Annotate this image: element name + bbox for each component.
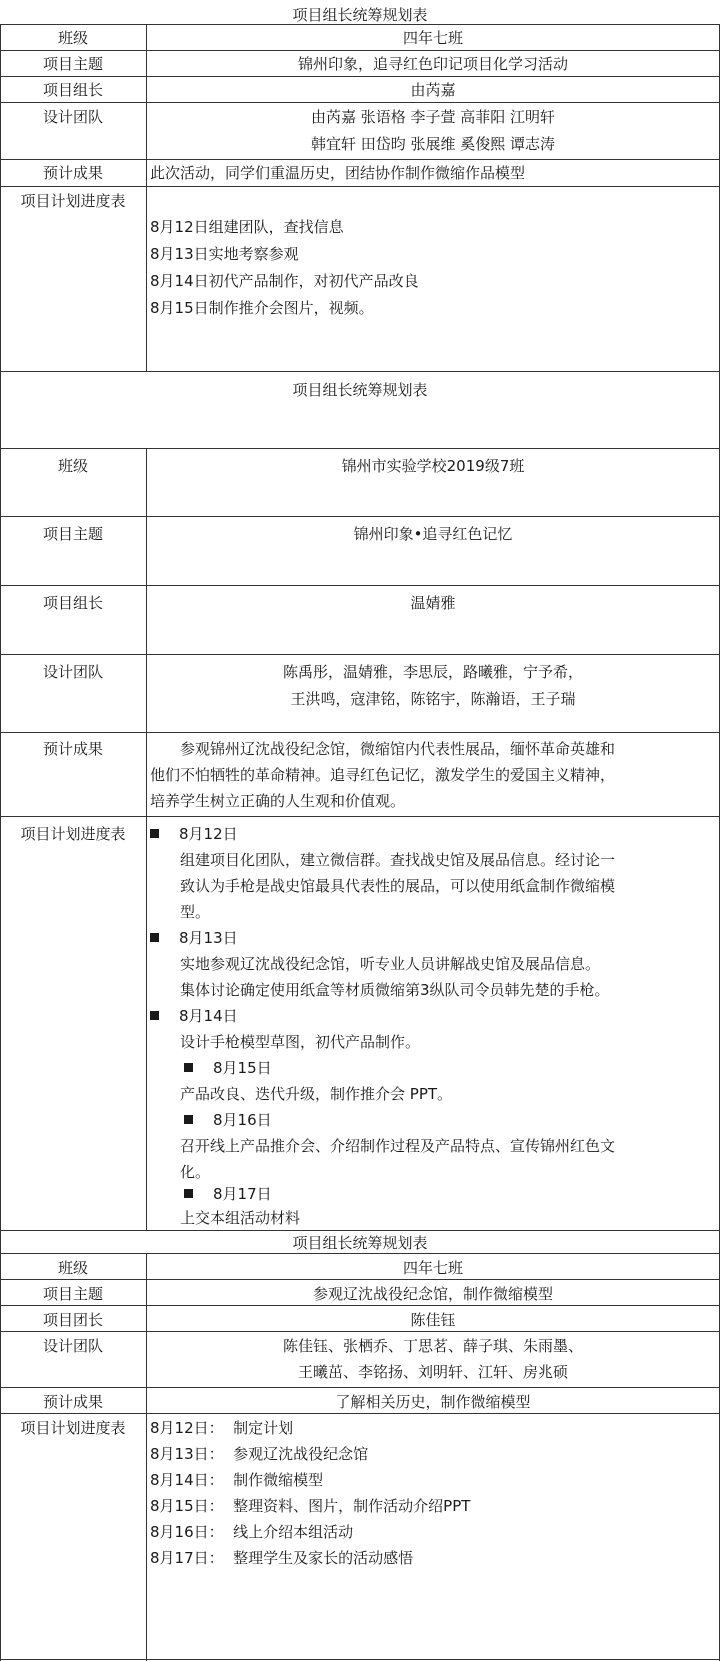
plan-line: 产品改良、迭代升级，制作推介会 PPT。 (180, 1085, 453, 1103)
rule (0, 1279, 720, 1280)
rule (0, 585, 720, 586)
leader-label: 项目团长 (42, 1311, 103, 1329)
plan-item: 8月13日实地考察参观 (150, 245, 299, 263)
team-line: 陈佳钰、张栖乔、丁思茗、薛子琪、朱雨墨、 (282, 1337, 583, 1355)
class-value: 四年七班 (402, 29, 463, 47)
rule (0, 1659, 720, 1660)
leader-value: 由芮嘉 (410, 81, 456, 99)
plan-item: 8月17日： 整理学生及家长的活动感悟 (150, 1549, 414, 1567)
class-label: 班级 (57, 1259, 88, 1277)
plan-date-text: 8月12日 (179, 825, 238, 843)
rule (0, 159, 720, 160)
plan-item: 8月12日组建团队，查找信息 (150, 218, 344, 236)
theme-value: 锦州印象•追寻红色记忆 (353, 525, 513, 543)
team-line: 由芮嘉 张语格 李子萱 高菲阳 江明轩 (310, 108, 556, 126)
rule (0, 654, 720, 655)
sheet-title: 项目组长统筹规划表 (292, 381, 428, 399)
plan-line: 型。 (180, 903, 211, 921)
theme-label: 项目主题 (42, 55, 103, 73)
result-value: 了解相关历史，制作微缩模型 (335, 1393, 531, 1411)
result-label: 预计成果 (42, 1393, 103, 1411)
team-label: 设计团队 (42, 663, 103, 681)
plan-label: 项目计划进度表 (20, 825, 126, 843)
plan-line: 化。 (180, 1163, 211, 1181)
rule (0, 372, 1, 1230)
result-line: 他们不怕牺牲的革命精神。追寻红色记忆，激发学生的爱国主义精神， (150, 766, 616, 784)
rule (0, 24, 720, 25)
planning-sheet-1 (0, 0, 720, 372)
rule (0, 1331, 720, 1332)
team-label: 设计团队 (42, 108, 103, 126)
rule (0, 732, 720, 733)
plan-item: 8月15日： 整理资料、图片，制作活动介绍PPT (150, 1497, 471, 1515)
plan-item: 8月15日制作推介会图片，视频。 (150, 299, 374, 317)
leader-value: 陈佳钰 (410, 1311, 456, 1329)
plan-line: 组建项目化团队，建立微信群。查找战史馆及展品信息。经讨论一 (180, 851, 616, 869)
leader-label: 项目组长 (42, 81, 103, 99)
plan-date-text: 8月13日 (179, 929, 238, 947)
square-bullet-icon (150, 933, 159, 942)
theme-label: 项目主题 (42, 1285, 103, 1303)
team-line: 王曦茁、李铭扬、刘明轩、江轩、房兆硕 (297, 1363, 568, 1381)
team-line: 陈禹彤，温婧雅，李思辰，路曦雅，宁予希， (282, 663, 583, 681)
rule (0, 1387, 720, 1388)
plan-date (184, 1057, 272, 1078)
class-value: 锦州市实验学校2019级7班 (341, 457, 525, 475)
leader-label: 项目组长 (42, 594, 103, 612)
team-line: 韩宜轩 田岱昀 张展维 奚俊熙 谭志涛 (310, 135, 556, 153)
plan-item: 8月16日： 线上介绍本组活动 (150, 1523, 354, 1541)
planning-sheet-2 (0, 372, 720, 1230)
plan-line: 致认为手枪是战史馆最具代表性的展品，可以使用纸盒制作微缩模 (180, 877, 616, 895)
rule (0, 50, 720, 51)
leader-value: 温婧雅 (410, 594, 456, 612)
plan-item: 8月12日： 制定计划 (150, 1419, 294, 1437)
theme-value: 锦州印象，追寻红色印记项目化学习活动 (297, 55, 568, 73)
sheet-title: 项目组长统筹规划表 (292, 1234, 428, 1252)
result-label: 预计成果 (42, 740, 103, 758)
planning-sheet-3 (0, 1230, 720, 1661)
rule (0, 1305, 720, 1306)
rule (0, 1413, 720, 1414)
plan-date-text: 8月14日 (179, 1007, 238, 1025)
square-bullet-icon (184, 1115, 193, 1124)
rule (0, 186, 720, 187)
square-bullet-icon (150, 829, 159, 838)
rule (0, 816, 720, 817)
square-bullet-icon (184, 1189, 193, 1198)
plan-date-text: 8月16日 (213, 1111, 272, 1129)
result-line: 培养学生树立正确的人生观和价值观。 (150, 792, 406, 810)
rule (146, 24, 147, 372)
plan-line: 实地参观辽沈战役纪念馆，听专业人员讲解战史馆及展品信息。 (180, 955, 601, 973)
plan-line: 上交本组活动材料 (180, 1209, 301, 1227)
theme-label: 项目主题 (42, 525, 103, 543)
plan-date (150, 823, 238, 844)
rule (0, 1253, 720, 1254)
plan-date (150, 927, 238, 948)
result-value: 此次活动，同学们重温历史，团结协作制作微缩作品模型 (150, 164, 526, 182)
plan-line: 集体讨论确定使用纸盒等材质微缩第3纵队司令员韩先楚的手枪。 (180, 981, 610, 999)
class-label: 班级 (57, 29, 88, 47)
plan-item: 8月13日： 参观辽沈战役纪念馆 (150, 1445, 369, 1463)
plan-date (184, 1183, 272, 1204)
rule (0, 516, 720, 517)
plan-label: 项目计划进度表 (20, 192, 126, 210)
team-label: 设计团队 (42, 1337, 103, 1355)
rule (146, 448, 147, 1230)
square-bullet-icon (184, 1063, 193, 1072)
result-label: 预计成果 (42, 164, 103, 182)
plan-item: 8月14日： 制作微缩模型 (150, 1471, 324, 1489)
rule (0, 102, 720, 103)
plan-line: 设计手枪模型草图，初代产品制作。 (180, 1033, 421, 1051)
rule (0, 448, 720, 449)
plan-date-text: 8月15日 (213, 1059, 272, 1077)
plan-date-text: 8月17日 (213, 1185, 272, 1203)
class-value: 四年七班 (402, 1259, 463, 1277)
plan-line: 召开线上产品推介会、介绍制作过程及产品特点、宣传锦州红色文 (180, 1137, 616, 1155)
rule (0, 76, 720, 77)
result-line: 参观锦州辽沈战役纪念馆，微缩馆内代表性展品，缅怀革命英雄和 (180, 740, 616, 758)
class-label: 班级 (57, 457, 88, 475)
plan-label: 项目计划进度表 (20, 1419, 126, 1437)
team-line: 王洪鸣，寇津铭，陈铭宇，陈瀚语，王子瑞 (290, 690, 576, 708)
plan-date (150, 1005, 238, 1026)
plan-item: 8月14日初代产品制作，对初代产品改良 (150, 272, 419, 290)
sheet-title: 项目组长统筹规划表 (292, 6, 428, 24)
theme-value: 参观辽沈战役纪念馆，制作微缩模型 (312, 1285, 553, 1303)
plan-date (184, 1109, 272, 1130)
square-bullet-icon (150, 1011, 159, 1020)
rule (0, 1230, 720, 1231)
